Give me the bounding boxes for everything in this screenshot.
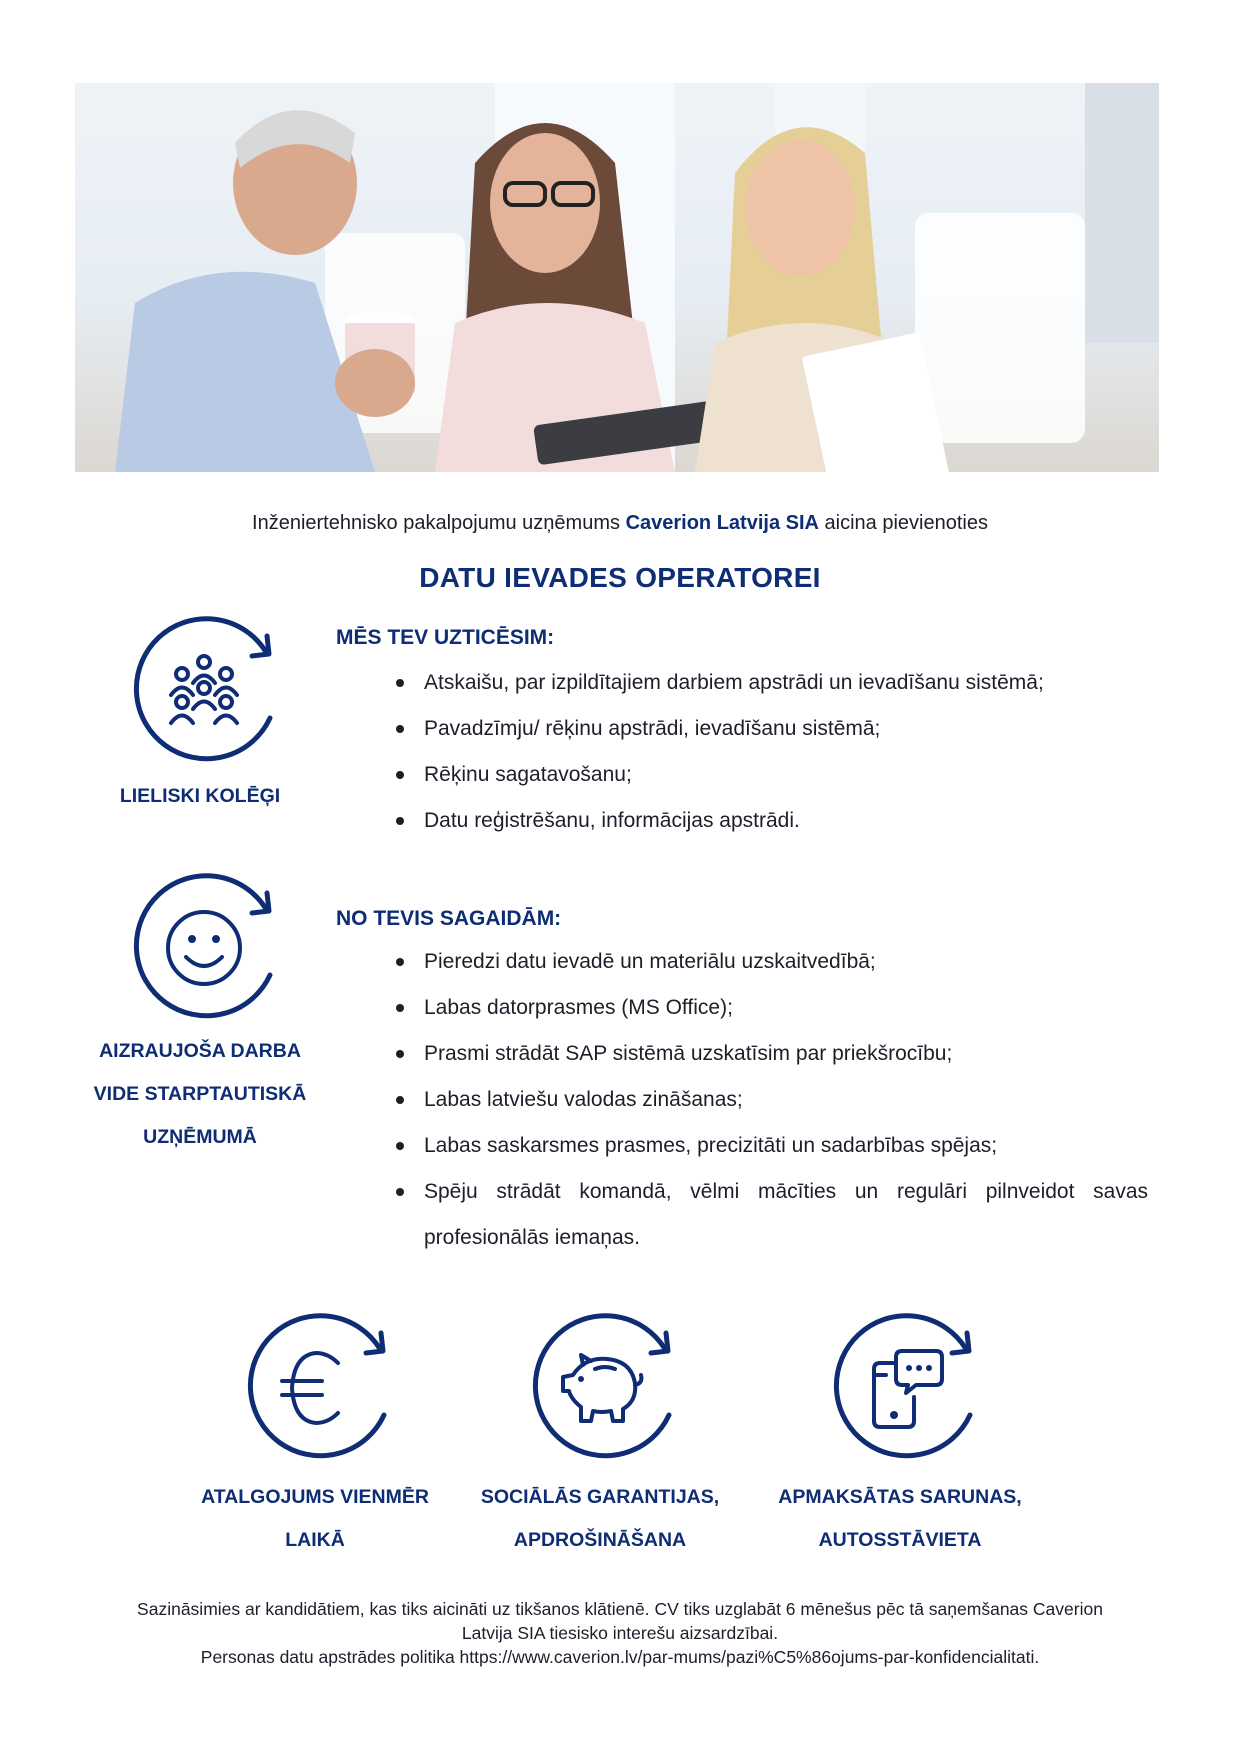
list-item: Labas saskarsmes prasmes, precizitāti un sadarbības spējas; bbox=[398, 1123, 1148, 1169]
intro-text: Inženiertehnisko pakalpojumu uzņēmums Caverion Latvija SIA aicina pievienoties bbox=[252, 512, 988, 534]
label-colleagues: LIELISKI KOLĒĢI bbox=[119, 785, 281, 807]
list-item: Prasmi strādāt SAP sistēmā uzskatīsim par priekšrocību; bbox=[398, 1031, 1148, 1077]
duties-list bbox=[398, 660, 1148, 844]
euro-icon bbox=[238, 1313, 390, 1463]
list-item: Atskaišu, par izpildītajiem darbiem apstrādi un ievadīšanu sistēmā; bbox=[398, 660, 1148, 706]
smiley-icon bbox=[124, 873, 276, 1023]
label-calls: APMAKSĀTAS SARUNAS, AUTOSSTĀVIETA bbox=[778, 1486, 1022, 1551]
company-name: Caverion Latvija SIA bbox=[625, 512, 819, 534]
list-item: Pavadzīmju/ rēķinu apstrādi, ievadīšanu sistēmā; bbox=[398, 706, 1148, 752]
section-heading-requirements: NO TEVIS SAGAIDĀM: bbox=[336, 907, 562, 930]
people-group-icon bbox=[124, 616, 276, 766]
list-item: Pieredzi datu ievadē un materiālu uzskaitvedībā; bbox=[398, 939, 1148, 985]
hero-photo bbox=[75, 83, 1159, 472]
list-item: Datu reģistrēšanu, informācijas apstrādi. bbox=[398, 798, 1148, 844]
list-item: Rēķinu sagatavošanu; bbox=[398, 752, 1148, 798]
label-environment: AIZRAUJOŠA DARBA VIDE STARPTAUTISKĀ UZŅĒMUMĀ bbox=[93, 1040, 307, 1148]
requirements-list bbox=[398, 939, 1148, 1261]
list-item: Labas latviešu valodas zināšanas; bbox=[398, 1077, 1148, 1123]
label-salary: ATALGOJUMS VIENMĒR LAIKĀ bbox=[201, 1486, 429, 1551]
phone-chat-icon bbox=[824, 1313, 976, 1463]
list-item: Labas datorprasmes (MS Office); bbox=[398, 985, 1148, 1031]
section-heading-duties: MĒS TEV UZTICĒSIM: bbox=[336, 626, 555, 649]
footer-note: Sazināsimies ar kandidātiem, kas tiks aicināti uz tikšanos klātienē. CV tiks uzglabāt 6 mēnešus pēc tā saņemšanas Caverion Latvija SIA tiesisko interešu aizsardzībai. Personas datu apstrādes politika https://www.caverion.lv/par-mums/pazi%C5%86ojums-par-konfidencialitati. bbox=[137, 1599, 1103, 1667]
job-title: DATU IEVADES OPERATOREI bbox=[419, 562, 821, 593]
list-item: Spēju strādāt komandā, vēlmi mācīties un regulāri pilnveidot savas profesionālās iemaņas. bbox=[398, 1169, 1148, 1261]
label-social: SOCIĀLĀS GARANTIJAS, APDROŠINĀŠANA bbox=[480, 1486, 720, 1551]
piggy-bank-icon bbox=[523, 1313, 675, 1463]
